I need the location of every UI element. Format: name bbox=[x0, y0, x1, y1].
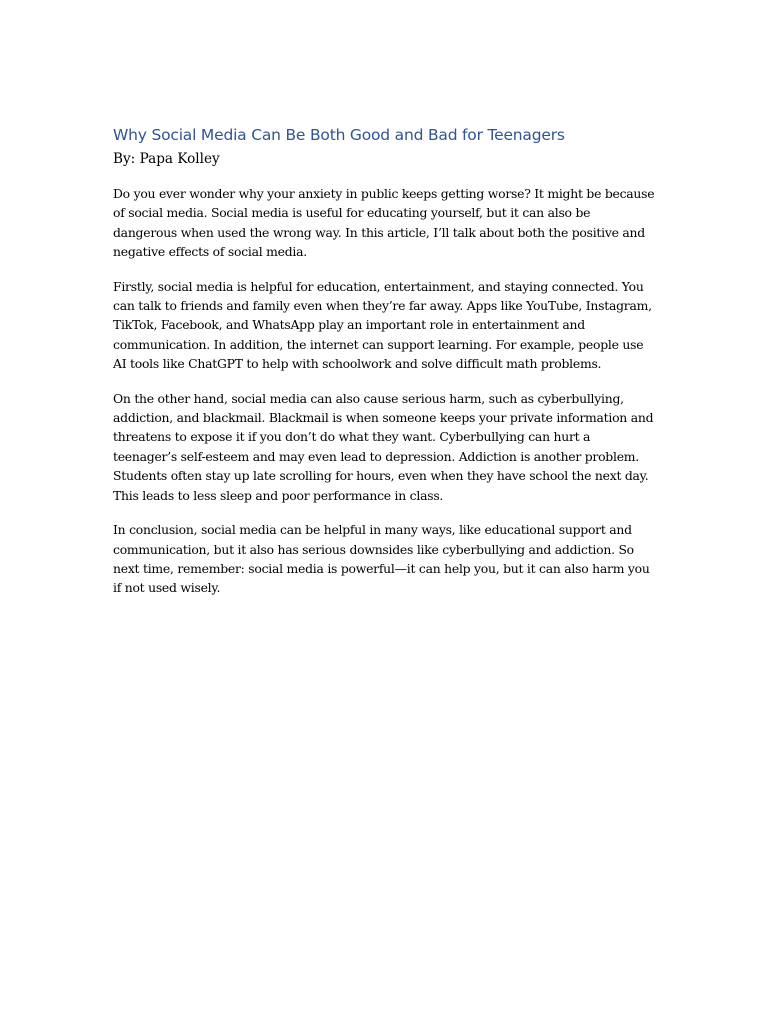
paragraph-positive: Firstly, social media is helpful for education, entertainment, and staying connected. You can talk to friends and family even when they’re far away. Apps like YouTube, Instagram, TikTok, Facebook, and WhatsApp play an important role in entertainment and communication. In addition, the internet can support learning. For example, people use AI tools like ChatGPT to help with schoolwork and solve difficult math problems. bbox=[113, 278, 652, 372]
article-byline: By: Papa Kolley bbox=[113, 151, 220, 167]
article-body bbox=[113, 124, 655, 598]
paragraph-intro: Do you ever wonder why your anxiety in public keeps getting worse? It might be because of social media. Social media is useful for educating yourself, but it can also be dangerous when used the wrong way. In this article, I’ll talk about both the positive and negative effects of social media. bbox=[113, 186, 655, 260]
paragraph-conclusion: In conclusion, social media can be helpful in many ways, like educational support and communication, but it also has serious downsides like cyberbullying and addiction. So next time, remember: social media is powerful—it can help you, but it can also harm you if not used wisely. bbox=[113, 522, 650, 596]
article-title: Why Social Media Can Be Both Good and Bad for Teenagers bbox=[113, 126, 565, 144]
paragraph-negative: On the other hand, social media can also cause serious harm, such as cyberbullying, addiction, and blackmail. Blackmail is when someone keeps your private information and threatens to expose it if you don’t do what they want. Cyberbullying can hurt a teenager’s self-esteem and may even lead to depression. Addiction is another problem. Students often stay up late scrolling for hours, even when they have school the next day. This leads to less sleep and poor performance in class. bbox=[113, 390, 654, 503]
